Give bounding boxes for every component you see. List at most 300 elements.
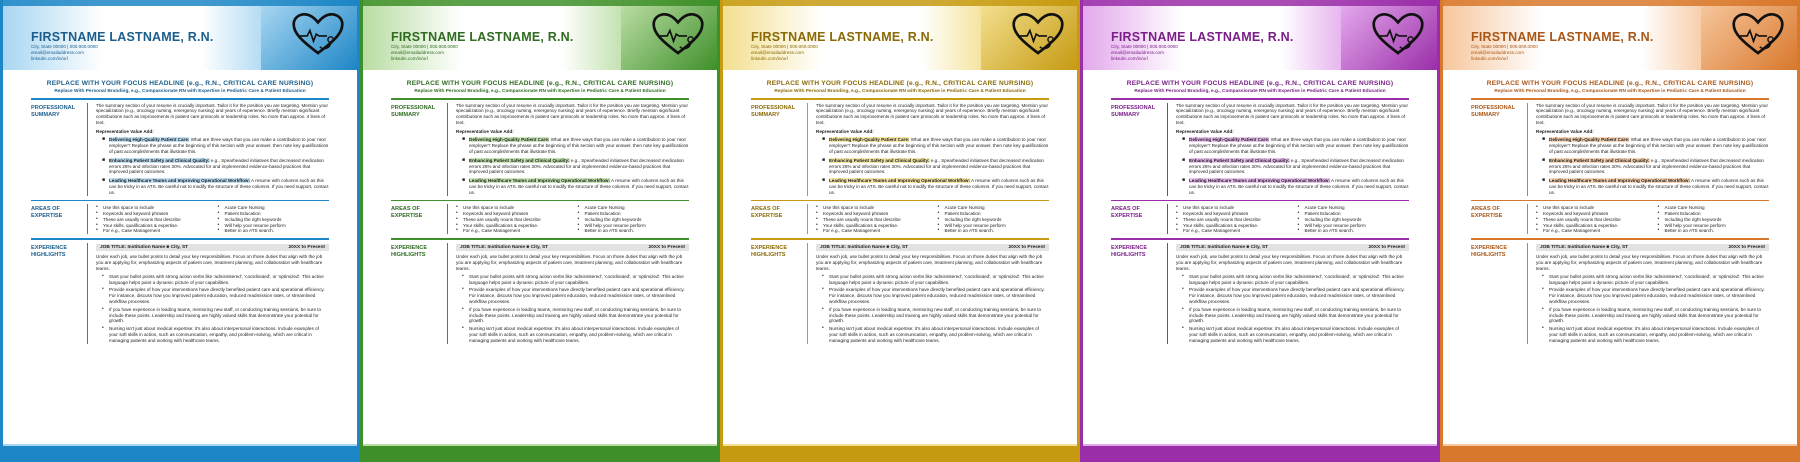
footer-color-bar: [1443, 446, 1797, 462]
bullet-icon: ■: [1542, 156, 1546, 163]
contact-block: [391, 30, 574, 62]
focus-headline: REPLACE WITH YOUR FOCUS HEADLINE (e.g., R.N., CRITICAL CARE NURSING): [766, 80, 1034, 87]
experience-body: [1167, 243, 1409, 344]
expertise-text: Keywords and keyword phrases: [823, 210, 889, 216]
value-add-text: [1549, 137, 1769, 154]
bullet-icon: •: [456, 215, 458, 222]
resume-page-3: [720, 0, 1080, 462]
bullet-icon: •: [1536, 209, 1538, 216]
bullet-icon: •: [462, 272, 464, 279]
bullet-icon: ■: [102, 156, 106, 163]
job-bullet: [456, 307, 689, 324]
job-bullet-text: If you have experience in leading teams, mentoring new staff, or conducting training sessions, be sure to include these points. Leadership and training are highly valued skills that demonstrate your potential for growth.: [829, 306, 1042, 324]
value-add-item: [1176, 158, 1409, 175]
candidate-name: FIRSTNAME LASTNAME, R.N.: [1111, 30, 1294, 44]
expertise-text: These are usually nouns that describe: [103, 216, 181, 222]
section-label: AREAS OF EXPERTISE: [31, 206, 63, 220]
city-phone: City, State 00000 | 000.000.0000: [1471, 44, 1538, 49]
resume-header: [1443, 0, 1797, 70]
expertise-text: Your skills, qualifications & expertise.: [103, 222, 179, 228]
expertise-item: [96, 228, 208, 234]
resume-page-2: [360, 0, 720, 462]
expertise-column-left: [96, 205, 208, 234]
expertise-text: Patient Education: [1304, 210, 1341, 216]
resume-header: [3, 0, 357, 70]
value-add-heading: Representative Value Add:: [1176, 128, 1234, 134]
value-add-title: Delivering High-Quality Patient Care:: [1189, 137, 1270, 143]
expertise-text: Better in an ATS search.: [1664, 228, 1714, 234]
bullet-icon: •: [1182, 325, 1184, 332]
city-phone: City, State 00000 | 000.000.0000: [31, 44, 98, 49]
bullet-icon: •: [1182, 272, 1184, 279]
email-address: email@emailaddress.com: [1111, 50, 1164, 55]
expertise-text: Acute Care Nursing: [1664, 205, 1705, 211]
expertise-columns: [96, 204, 329, 234]
job-bullet-text: Start your bullet points with strong action verbs like 'administered', 'coordinated', or 'optimized'. This active language helps paint a dynamic picture of your capabilities.: [109, 273, 324, 285]
section-label: PROFESSIONAL SUMMARY: [1111, 104, 1156, 118]
job-bullet: [1536, 287, 1769, 304]
section-label: EXPERIENCE HIGHLIGHTS: [1471, 244, 1508, 258]
expertise-text: Will help your resume perform: [1304, 222, 1366, 228]
candidate-name: FIRSTNAME LASTNAME, R.N.: [751, 30, 934, 44]
job-bullet-list: [1536, 274, 1769, 344]
job-bullet: [456, 326, 689, 343]
job-bullet-text: If you have experience in leading teams, mentoring new staff, or conducting training sessions, be sure to include these points. Leadership and training are highly valued skills that demonstrate your potential for growth.: [1549, 306, 1762, 324]
section-label: EXPERIENCE HIGHLIGHTS: [391, 244, 428, 258]
header-art-panel: [1701, 6, 1797, 70]
bullet-icon: •: [102, 305, 104, 312]
contact-block: [1471, 30, 1654, 62]
value-add-detail: e.g., Spearheaded initiatives that decreased medication errors 25% and infection rates 30%. Advocated for and implemented evidence-based practices that improved patient outcomes.: [109, 157, 324, 175]
expertise-text: Keywords and keyword phrases: [463, 210, 529, 216]
expertise-body: [1167, 204, 1409, 234]
headline-block: [1083, 80, 1437, 94]
value-add-text: [1189, 158, 1409, 175]
bullet-icon: ■: [822, 156, 826, 163]
contact-block: [1111, 30, 1294, 62]
bullet-icon: ■: [822, 136, 826, 143]
expertise-text: Acute Care Nursing: [584, 205, 625, 211]
bullet-icon: ■: [462, 177, 466, 184]
job-bullet: [96, 307, 329, 324]
value-add-text: [109, 178, 329, 195]
expertise-text: For e.g., Case Management: [463, 228, 521, 234]
expertise-text: Use this space to include: [103, 205, 155, 211]
expertise-text: Keywords and keyword phrases: [103, 210, 169, 216]
bullet-icon: •: [1536, 221, 1538, 228]
expertise-text: Use this space to include: [1183, 205, 1235, 211]
value-add-detail: What are three ways that you can make a contribution to your next employer? Replace the phrase at the beginning of this section with your answer, then note key qualifications of past accomplishments that illustrate this.: [109, 137, 329, 155]
bullet-icon: •: [937, 221, 940, 228]
value-add-title: Leading Healthcare Teams and Improving Operational Workflow:: [1189, 178, 1330, 184]
job-dates: 20XX to Present: [288, 244, 325, 250]
bullet-icon: ■: [1542, 136, 1546, 143]
job-bullet-text: Nursing isn't just about medical expertise; it's also about interpersonal interactions. Include examples of your soft skills in action, such as communication, empathy, and problem-solving, which are critical in managing patients and working with healthcare teams.: [1549, 326, 1759, 343]
value-add-title: Enhancing Patient Safety and Clinical Quality:: [109, 157, 210, 163]
value-add-text: [829, 137, 1049, 154]
bullet-icon: •: [822, 305, 824, 312]
footer-color-bar: [723, 446, 1077, 462]
bullet-icon: •: [1176, 209, 1178, 216]
header-art-panel: [981, 6, 1077, 70]
job-title-bar: [1536, 244, 1769, 252]
bullet-icon: ■: [822, 177, 826, 184]
job-title: JOB TITLE: Institution Name ■ City, ST: [100, 244, 189, 250]
job-bullet: [816, 287, 1049, 304]
value-add-detail: A resume with columns such as this can be tricky in an ATS. Be careful not to modify the structure of these columns. If you need support, contact us.: [469, 178, 689, 195]
value-add-item: [1176, 178, 1409, 195]
resume-page-5: [1440, 0, 1800, 462]
job-intro: Under each job, use bullet points to detail your key responsibilities. Focus on those duties that align with the job you are applying for, emphasizing aspects of patient care, treatment planning, and collaboration with healthcare teams.: [816, 254, 1043, 272]
expertise-columns: [816, 204, 1049, 234]
value-add-title: Enhancing Patient Safety and Clinical Quality:: [829, 157, 930, 163]
expertise-column-right: [1298, 205, 1410, 234]
job-bullet: [1176, 307, 1409, 324]
expertise-text: Your skills, qualifications & expertise.: [1543, 222, 1619, 228]
expertise-text: Including the right keywords: [1664, 216, 1722, 222]
expertise-text: Patient Education: [944, 210, 981, 216]
job-bullet-text: Start your bullet points with strong action verbs like 'administered', 'coordinated', or 'optimized'. This active language helps paint a dynamic picture of your capabilities.: [469, 273, 684, 285]
job-title-bar: [96, 244, 329, 252]
bullet-icon: •: [1176, 221, 1178, 228]
areas-of-expertise-section: [723, 201, 1077, 234]
expertise-column-right: [938, 205, 1050, 234]
expertise-text: Will help your resume perform: [1664, 222, 1726, 228]
expertise-text: Including the right keywords: [1304, 216, 1362, 222]
bullet-icon: •: [577, 215, 580, 222]
expertise-text: Better in an ATS search.: [584, 228, 634, 234]
expertise-text: Including the right keywords: [584, 216, 642, 222]
bullet-icon: •: [816, 221, 818, 228]
value-add-detail: e.g., Spearheaded initiatives that decreased medication errors 25% and infection rates 30%. Advocated for and implemented evidence-based practices that improved patient outcomes.: [469, 157, 684, 175]
headline-block: [723, 80, 1077, 94]
heart-stethoscope-icon: [651, 12, 705, 58]
contact-block: [31, 30, 214, 62]
bullet-icon: •: [1536, 215, 1538, 222]
professional-summary-section: [723, 100, 1077, 196]
job-bullet-text: Provide examples of how your interventions have directly benefited patient care and operational efficiency. For instance, discuss how you improved patient education, reduced readmission rates, or streamlined workflow processes.: [829, 287, 1045, 305]
bullet-icon: •: [96, 204, 98, 211]
section-label: PROFESSIONAL SUMMARY: [31, 104, 76, 118]
value-add-detail: e.g., Spearheaded initiatives that decreased medication errors 25% and infection rates 30%. Advocated for and implemented evidence-based practices that improved patient outcomes.: [1189, 157, 1404, 175]
value-add-item: [1536, 137, 1769, 154]
job-bullet: [96, 326, 329, 343]
expertise-item: [1536, 228, 1648, 234]
bullet-icon: •: [1657, 215, 1660, 222]
job-bullet-text: Nursing isn't just about medical expertise; it's also about interpersonal interactions. Include examples of your soft skills in action, such as communication, empathy, and problem-solving, which are critical in managing patients and working with healthcare teams.: [469, 326, 679, 343]
expertise-text: Patient Education: [224, 210, 261, 216]
value-add-text: [469, 178, 689, 195]
job-title: JOB TITLE: Institution Name ■ City, ST: [820, 244, 909, 250]
value-add-item: [816, 137, 1049, 154]
bullet-icon: ■: [462, 156, 466, 163]
professional-summary-section: [1443, 100, 1797, 196]
experience-highlights-section: [723, 240, 1077, 344]
headline-block: [1443, 80, 1797, 94]
bullet-icon: •: [1176, 204, 1178, 211]
linkedin-url: linkedin.com/in/url: [1471, 56, 1508, 61]
job-bullet-text: Nursing isn't just about medical expertise; it's also about interpersonal interactions. Include examples of your soft skills in action, such as communication, empathy, and problem-solving, which are critical in managing patients and working with healthcare teams.: [109, 326, 319, 343]
email-address: email@emailaddress.com: [391, 50, 444, 55]
section-label: AREAS OF EXPERTISE: [1111, 206, 1143, 220]
bullet-icon: •: [96, 221, 98, 228]
expertise-item: [456, 228, 568, 234]
expertise-column-right: [218, 205, 330, 234]
value-add-title: Delivering High-Quality Patient Care:: [829, 137, 910, 143]
job-bullet-text: Start your bullet points with strong action verbs like 'administered', 'coordinated', or 'optimized'. This active language helps paint a dynamic picture of your capabilities.: [829, 273, 1044, 285]
bullet-icon: •: [577, 204, 580, 211]
value-add-title: Leading Healthcare Teams and Improving Operational Workflow:: [469, 178, 610, 184]
value-add-detail: What are three ways that you can make a contribution to your next employer? Replace the phrase at the beginning of this section with your answer, then note key qualifications of past accomplishments that illustrate this.: [469, 137, 689, 155]
linkedin-url: linkedin.com/in/url: [31, 56, 68, 61]
focus-headline: REPLACE WITH YOUR FOCUS HEADLINE (e.g., R.N., CRITICAL CARE NURSING): [406, 80, 674, 87]
value-add-item: [96, 178, 329, 195]
value-add-list: [96, 137, 329, 195]
bullet-icon: •: [1542, 286, 1544, 293]
value-add-title: Enhancing Patient Safety and Clinical Quality:: [1549, 157, 1650, 163]
expertise-text: For e.g., Case Management: [103, 228, 161, 234]
section-label: PROFESSIONAL SUMMARY: [751, 104, 796, 118]
header-art-panel: [261, 6, 357, 70]
value-add-item: [456, 158, 689, 175]
value-add-title: Delivering High-Quality Patient Care:: [469, 137, 550, 143]
job-bullet: [456, 274, 689, 286]
focus-headline: REPLACE WITH YOUR FOCUS HEADLINE (e.g., R.N., CRITICAL CARE NURSING): [1126, 80, 1394, 87]
expertise-column-right: [1658, 205, 1770, 234]
bullet-icon: •: [456, 204, 458, 211]
summary-body: [1167, 103, 1409, 196]
branding-subheadline: Replace With Personal Branding, e.g., Compassionate RN with Expertise in Pediatric Care & Patient Education: [54, 89, 306, 94]
bullet-icon: ■: [1542, 177, 1546, 184]
summary-body: [807, 103, 1049, 196]
experience-body: [447, 243, 689, 344]
bullet-icon: •: [96, 227, 98, 234]
value-add-text: [469, 158, 689, 175]
value-add-text: [109, 158, 329, 175]
job-bullet-text: Provide examples of how your interventions have directly benefited patient care and operational efficiency. For instance, discuss how you improved patient education, reduced readmission rates, or streamlined workflow processes.: [469, 287, 685, 305]
bullet-icon: •: [1536, 227, 1538, 234]
section-label: EXPERIENCE HIGHLIGHTS: [751, 244, 788, 258]
job-bullet-text: If you have experience in leading teams, mentoring new staff, or conducting training sessions, be sure to include these points. Leadership and training are highly valued skills that demonstrate your potential for growth.: [109, 306, 322, 324]
value-add-item: [816, 178, 1049, 195]
job-bullet: [96, 274, 329, 286]
resume-header: [1083, 0, 1437, 70]
job-bullet: [1176, 287, 1409, 304]
resume-page-4: [1080, 0, 1440, 462]
bullet-icon: •: [456, 221, 458, 228]
bullet-icon: •: [577, 221, 580, 228]
areas-of-expertise-section: [3, 201, 357, 234]
expertise-item: [218, 228, 330, 234]
job-bullet-list: [456, 274, 689, 344]
expertise-text: These are usually nouns that describe: [1543, 216, 1621, 222]
value-add-detail: What are three ways that you can make a contribution to your next employer? Replace the phrase at the beginning of this section with your answer, then note key qualifications of past accomplishments that illustrate this.: [1189, 137, 1409, 155]
value-add-detail: e.g., Spearheaded initiatives that decreased medication errors 25% and infection rates 30%. Advocated for and implemented evidence-based practices that improved patient outcomes.: [1549, 157, 1764, 175]
job-bullet-text: Provide examples of how your interventions have directly benefited patient care and operational efficiency. For instance, discuss how you improved patient education, reduced readmission rates, or streamlined workflow processes.: [1549, 287, 1765, 305]
experience-highlights-section: [1083, 240, 1437, 344]
experience-body: [1527, 243, 1769, 344]
job-bullet-list: [1176, 274, 1409, 344]
bullet-icon: •: [102, 272, 104, 279]
value-add-detail: A resume with columns such as this can be tricky in an ATS. Be careful not to modify the structure of these columns. If you need support, contact us.: [109, 178, 329, 195]
expertise-item: [1298, 228, 1410, 234]
header-art-panel: [1341, 6, 1437, 70]
areas-of-expertise-section: [363, 201, 717, 234]
expertise-text: For e.g., Case Management: [823, 228, 881, 234]
value-add-item: [456, 178, 689, 195]
value-add-title: Delivering High-Quality Patient Care:: [109, 137, 190, 143]
job-bullet: [96, 287, 329, 304]
expertise-text: These are usually nouns that describe: [463, 216, 541, 222]
bullet-icon: •: [1536, 204, 1538, 211]
experience-highlights-section: [363, 240, 717, 344]
section-label: EXPERIENCE HIGHLIGHTS: [1111, 244, 1148, 258]
bullet-icon: ■: [102, 177, 106, 184]
bullet-icon: •: [1657, 227, 1660, 234]
header-art-panel: [621, 6, 717, 70]
professional-summary-section: [3, 100, 357, 196]
bullet-icon: •: [462, 305, 464, 312]
expertise-text: Keywords and keyword phrases: [1183, 210, 1249, 216]
job-intro: Under each job, use bullet points to detail your key responsibilities. Focus on those duties that align with the job you are applying for, emphasizing aspects of patient care, treatment planning, and collaboration with healthcare teams.: [456, 254, 683, 272]
value-add-title: Delivering High-Quality Patient Care:: [1549, 137, 1630, 143]
bullet-icon: •: [1657, 221, 1660, 228]
email-address: email@emailaddress.com: [1471, 50, 1524, 55]
expertise-text: Acute Care Nursing: [224, 205, 265, 211]
expertise-columns: [456, 204, 689, 234]
expertise-text: Use this space to include: [463, 205, 515, 211]
job-dates: 20XX to Present: [648, 244, 685, 250]
job-title: JOB TITLE: Institution Name ■ City, ST: [1180, 244, 1269, 250]
expertise-text: Acute Care Nursing: [944, 205, 985, 211]
value-add-text: [829, 158, 1049, 175]
job-bullet-text: Nursing isn't just about medical expertise; it's also about interpersonal interactions. Include examples of your soft skills in action, such as communication, empathy, and problem-solving, which are critical in managing patients and working with healthcare teams.: [1189, 326, 1399, 343]
linkedin-url: linkedin.com/in/url: [391, 56, 428, 61]
areas-of-expertise-section: [1443, 201, 1797, 234]
summary-text: The summary section of your resume is crucially important. Tailor it for the position you are targeting. Mention your specialization (e.g., oncology nursing, emergency nursing) and years of experience. Briefly mention significant contributions such as improvements in patient care protocols or leadership roles. No more than approx. 4 lines of text.: [816, 102, 1048, 125]
value-add-title: Leading Healthcare Teams and Improving Operational Workflow:: [109, 178, 250, 184]
job-bullet: [816, 307, 1049, 324]
bullet-icon: •: [96, 215, 98, 222]
job-bullet: [816, 274, 1049, 286]
bullet-icon: •: [816, 215, 818, 222]
bullet-icon: •: [1297, 209, 1300, 216]
heart-stethoscope-icon: [1011, 12, 1065, 58]
value-add-heading: Representative Value Add:: [96, 128, 154, 134]
expertise-text: These are usually nouns that describe: [1183, 216, 1261, 222]
linkedin-url: linkedin.com/in/url: [1111, 56, 1148, 61]
heart-stethoscope-icon: [1371, 12, 1425, 58]
job-bullet-text: If you have experience in leading teams, mentoring new staff, or conducting training sessions, be sure to include these points. Leadership and training are highly valued skills that demonstrate your potential for growth.: [1189, 306, 1402, 324]
resume-header: [363, 0, 717, 70]
bullet-icon: •: [217, 227, 220, 234]
bullet-icon: •: [1182, 286, 1184, 293]
summary-text: The summary section of your resume is crucially important. Tailor it for the position you are targeting. Mention your specialization (e.g., oncology nursing, emergency nursing) and years of experience. Briefly mention significant contributions such as improvements in patient care protocols or leadership roles. No more than approx. 4 lines of text.: [456, 102, 688, 125]
expertise-column-left: [456, 205, 568, 234]
summary-body: [447, 103, 689, 196]
candidate-name: FIRSTNAME LASTNAME, R.N.: [1471, 30, 1654, 44]
value-add-heading: Representative Value Add:: [456, 128, 514, 134]
section-label: PROFESSIONAL SUMMARY: [391, 104, 436, 118]
job-bullet: [1536, 326, 1769, 343]
expertise-body: [447, 204, 689, 234]
bullet-icon: •: [937, 209, 940, 216]
professional-summary-section: [363, 100, 717, 196]
value-add-detail: A resume with columns such as this can be tricky in an ATS. Be careful not to modify the structure of these columns. If you need support, contact us.: [1189, 178, 1409, 195]
bullet-icon: •: [1297, 215, 1300, 222]
bullet-icon: ■: [1182, 136, 1186, 143]
expertise-body: [807, 204, 1049, 234]
job-dates: 20XX to Present: [1728, 244, 1765, 250]
branding-subheadline: Replace With Personal Branding, e.g., Compassionate RN with Expertise in Pediatric Care & Patient Education: [414, 89, 666, 94]
value-add-text: [829, 178, 1049, 195]
expertise-text: Will help your resume perform: [584, 222, 646, 228]
bullet-icon: ■: [1182, 177, 1186, 184]
bullet-icon: •: [217, 221, 220, 228]
bullet-icon: •: [1657, 204, 1660, 211]
bullet-icon: •: [1182, 305, 1184, 312]
expertise-text: Better in an ATS search.: [1304, 228, 1354, 234]
bullet-icon: •: [462, 286, 464, 293]
resume-header: [723, 0, 1077, 70]
focus-headline: REPLACE WITH YOUR FOCUS HEADLINE (e.g., R.N., CRITICAL CARE NURSING): [46, 80, 314, 87]
experience-highlights-section: [1443, 240, 1797, 344]
resume-page-1: [0, 0, 360, 462]
heart-stethoscope-icon: [291, 12, 345, 58]
bullet-icon: •: [937, 204, 940, 211]
value-add-item: [1176, 137, 1409, 154]
job-bullet-text: If you have experience in leading teams, mentoring new staff, or conducting training sessions, be sure to include these points. Leadership and training are highly valued skills that demonstrate your potential for growth.: [469, 306, 682, 324]
headline-block: [3, 80, 357, 94]
value-add-text: [1189, 137, 1409, 154]
job-bullet-text: Nursing isn't just about medical expertise; it's also about interpersonal interactions. Include examples of your soft skills in action, such as communication, empathy, and problem-solving, which are critical in managing patients and working with healthcare teams.: [829, 326, 1039, 343]
summary-body: [87, 103, 329, 196]
job-bullet-text: Provide examples of how your interventions have directly benefited patient care and operational efficiency. For instance, discuss how you improved patient education, reduced readmission rates, or streamlined workflow processes.: [1189, 287, 1405, 305]
value-add-list: [1176, 137, 1409, 195]
job-bullet-list: [816, 274, 1049, 344]
bullet-icon: •: [456, 227, 458, 234]
job-bullet: [1536, 307, 1769, 324]
bullet-icon: •: [1542, 272, 1544, 279]
bullet-icon: •: [937, 227, 940, 234]
job-bullet: [1536, 274, 1769, 286]
expertise-text: Will help your resume perform: [224, 222, 286, 228]
expertise-column-left: [1536, 205, 1648, 234]
expertise-item: [1658, 228, 1770, 234]
bullet-icon: •: [1176, 215, 1178, 222]
expertise-text: Use this space to include: [823, 205, 875, 211]
email-address: email@emailaddress.com: [31, 50, 84, 55]
expertise-text: Better in an ATS search.: [224, 228, 274, 234]
linkedin-url: linkedin.com/in/url: [751, 56, 788, 61]
value-add-list: [816, 137, 1049, 195]
areas-of-expertise-section: [1083, 201, 1437, 234]
summary-text: The summary section of your resume is crucially important. Tailor it for the position you are targeting. Mention your specialization (e.g., oncology nursing, emergency nursing) and years of experience. Briefly mention significant contributions such as improvements in patient care protocols or leadership roles. No more than approx. 4 lines of text.: [1536, 102, 1768, 125]
expertise-column-left: [1176, 205, 1288, 234]
bullet-icon: •: [1297, 221, 1300, 228]
expertise-text: Patient Education: [584, 210, 621, 216]
value-add-detail: e.g., Spearheaded initiatives that decreased medication errors 25% and infection rates 30%. Advocated for and implemented evidence-based practices that improved patient outcomes.: [829, 157, 1044, 175]
value-add-item: [96, 137, 329, 154]
expertise-text: Your skills, qualifications & expertise.: [463, 222, 539, 228]
heart-stethoscope-icon: [1731, 12, 1785, 58]
experience-highlights-section: [3, 240, 357, 344]
expertise-text: Patient Education: [1664, 210, 1701, 216]
expertise-item: [816, 228, 928, 234]
bullet-icon: •: [1542, 325, 1544, 332]
bullet-icon: •: [816, 209, 818, 216]
value-add-text: [469, 137, 689, 154]
